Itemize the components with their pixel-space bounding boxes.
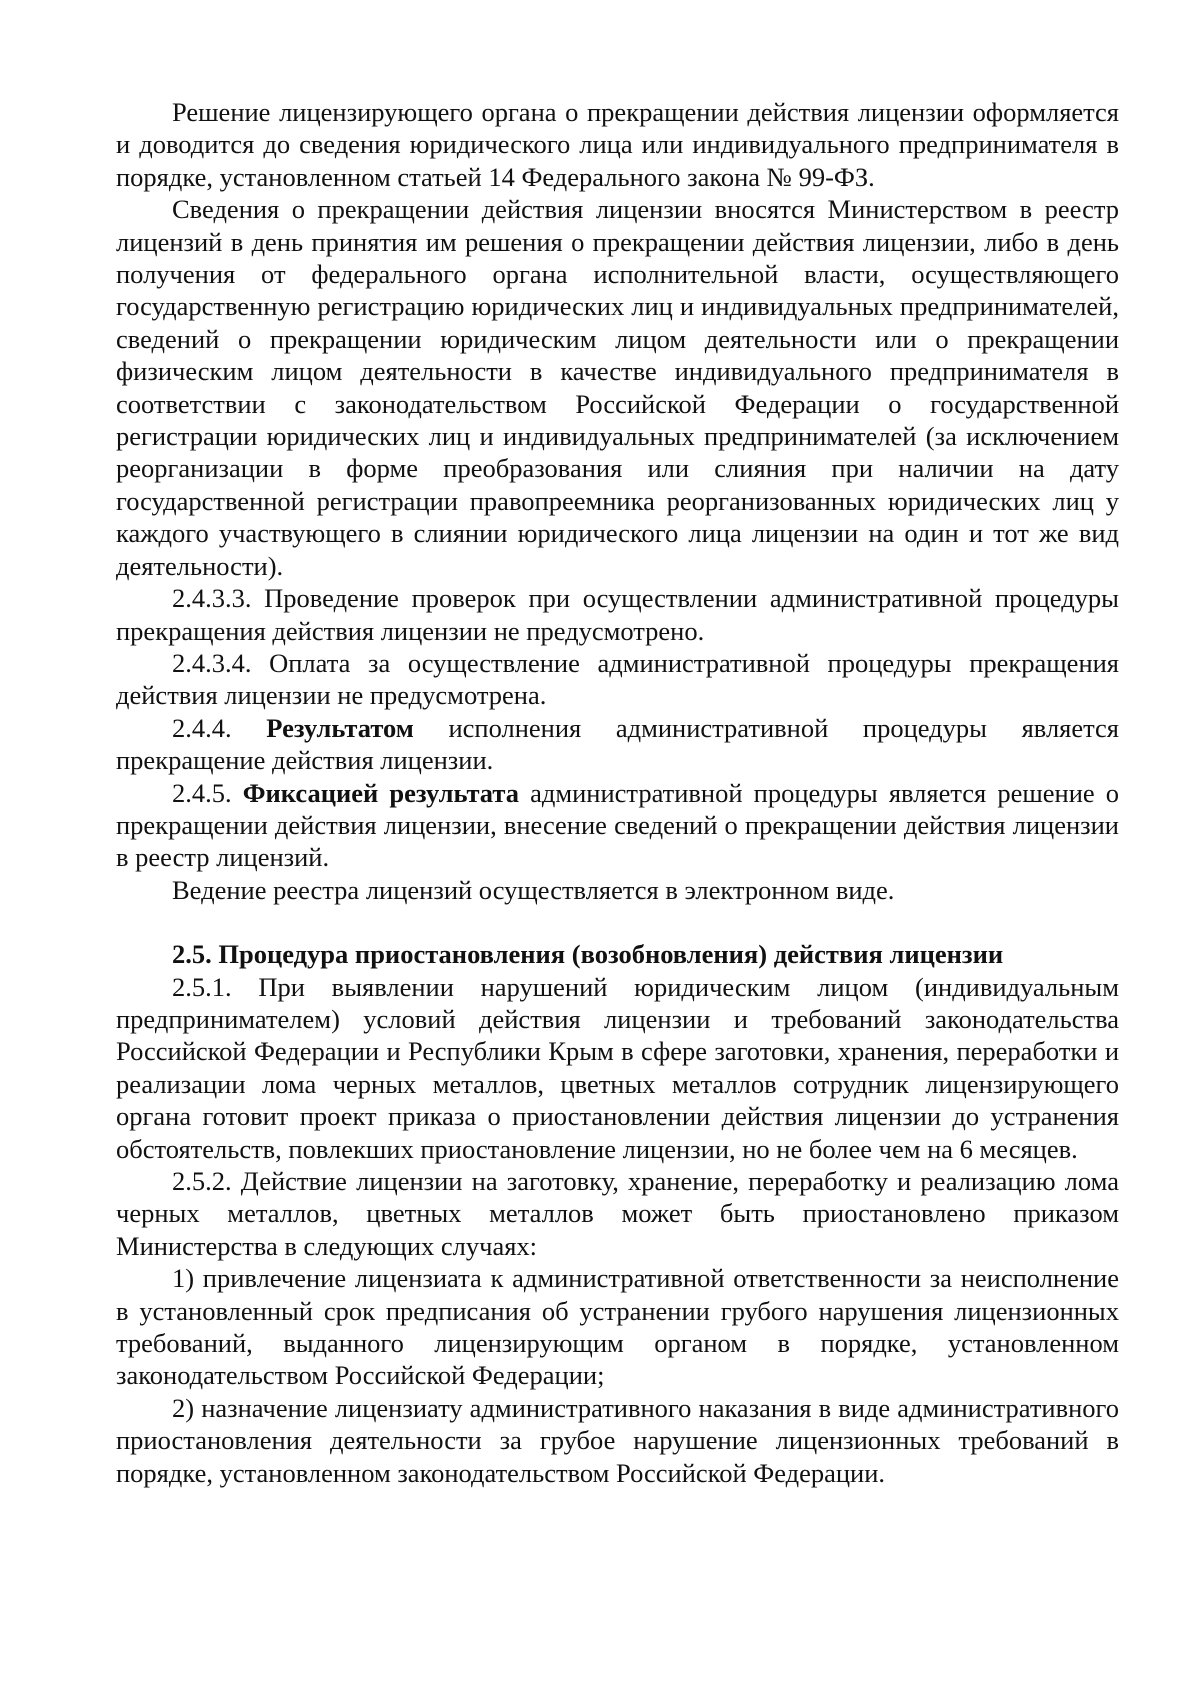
paragraph-2-4-5-bold-term: Фиксацией результата <box>242 777 519 808</box>
paragraph-2-4-4-bold-term: Результатом <box>266 712 414 743</box>
document-page <box>116 96 1119 1489</box>
paragraph-2-4-5-number: 2.4.5. <box>172 777 243 808</box>
list-item-2: 2) назначение лицензиату административного наказания в виде административного приостановления деятельности за грубое нарушение лицензионных требований в порядке, установленном законодательством Российской Федерации. <box>116 1392 1119 1488</box>
paragraph-2-4-3-3: 2.4.3.3. Проведение проверок при осуществлении административной процедуры прекращения действия лицензии не предусмотрено. <box>116 583 1119 646</box>
paragraph-2-4-5 <box>116 777 1119 874</box>
paragraph-2-4-5-text: административной процедуры является решение о прекращении действия лицензии, внесение сведений о прекращении действия лицензии в реестр лицензий. <box>116 777 1120 873</box>
paragraph-decision-notification: Решение лицензирующего органа о прекращении действия лицензии оформляется и доводится до сведения юридического лица или индивидуального предпринимателя в порядке, установленном статьей 14 Федерального закона № 99-ФЗ. <box>116 97 1119 192</box>
paragraph-2-4-4-text: исполнения административной процедуры является прекращение действия лицензии. <box>116 712 1119 776</box>
paragraph-registry-entry: Сведения о прекращении действия лицензии вносятся Министерством в реестр лицензий в день принятия им решения о прекращении действия лицензии, либо в день получения от федерального органа исполнительной власти, осуществляющего государственную регистрацию юридических лиц и индивидуальных предпринимателей, сведений о прекращении юридическим лицом деятельности или о прекращении физическим лицом деятельности в качестве индивидуального предпринимателя в соответствии с законодательством Российской Федерации о государственной регистрации юридических лиц и индивидуальных предпринимателей (за исключением реорганизации в форме преобразования или слияния при наличии на дату государственной регистрации правопреемника реорганизованных юридических лиц у каждого участвующего в слиянии юридического лица лицензии на один и тот же вид деятельности). <box>116 194 1119 581</box>
paragraph-2-4-4 <box>116 712 1119 777</box>
paragraph-2-4-3-4: 2.4.3.4. Оплата за осуществление административной процедуры прекращения действия лицензии не предусмотрена. <box>116 647 1119 711</box>
paragraph-2-4-4-number: 2.4.4. <box>172 712 267 743</box>
section-heading-2-5: 2.5. Процедура приостановления (возобновления) действия лицензии <box>172 939 1004 970</box>
paragraph-2-5-2: 2.5.2. Действие лицензии на заготовку, хранение, переработку и реализацию лома черных металлов, цветных металлов может быть приостановлено приказом Министерства в следующих случаях: <box>116 1166 1119 1261</box>
paragraph-2-5-1: 2.5.1. При выявлении нарушений юридическим лицом (индивидуальным предпринимателем) условий действия лицензии и требований законодательства Российской Федерации и Республики Крым в сфере заготовки, хранения, переработки и реализации лома черных металлов, цветных металлов сотрудник лицензирующего органа готовит проект приказа о приостановлении действия лицензии до устранения обстоятельств, повлекших приостановление лицензии, но не более чем на 6 месяцев. <box>116 971 1119 1164</box>
list-item-1: 1) привлечение лицензиата к административной ответственности за неисполнение в установленный срок предписания об устранении грубого нарушения лицензионных требований, выданного лицензирующим органом в порядке, установленном законодательством Российской Федерации; <box>116 1263 1119 1391</box>
paragraph-registry-electronic: Ведение реестра лицензий осуществляется в электронном виде. <box>172 874 895 905</box>
